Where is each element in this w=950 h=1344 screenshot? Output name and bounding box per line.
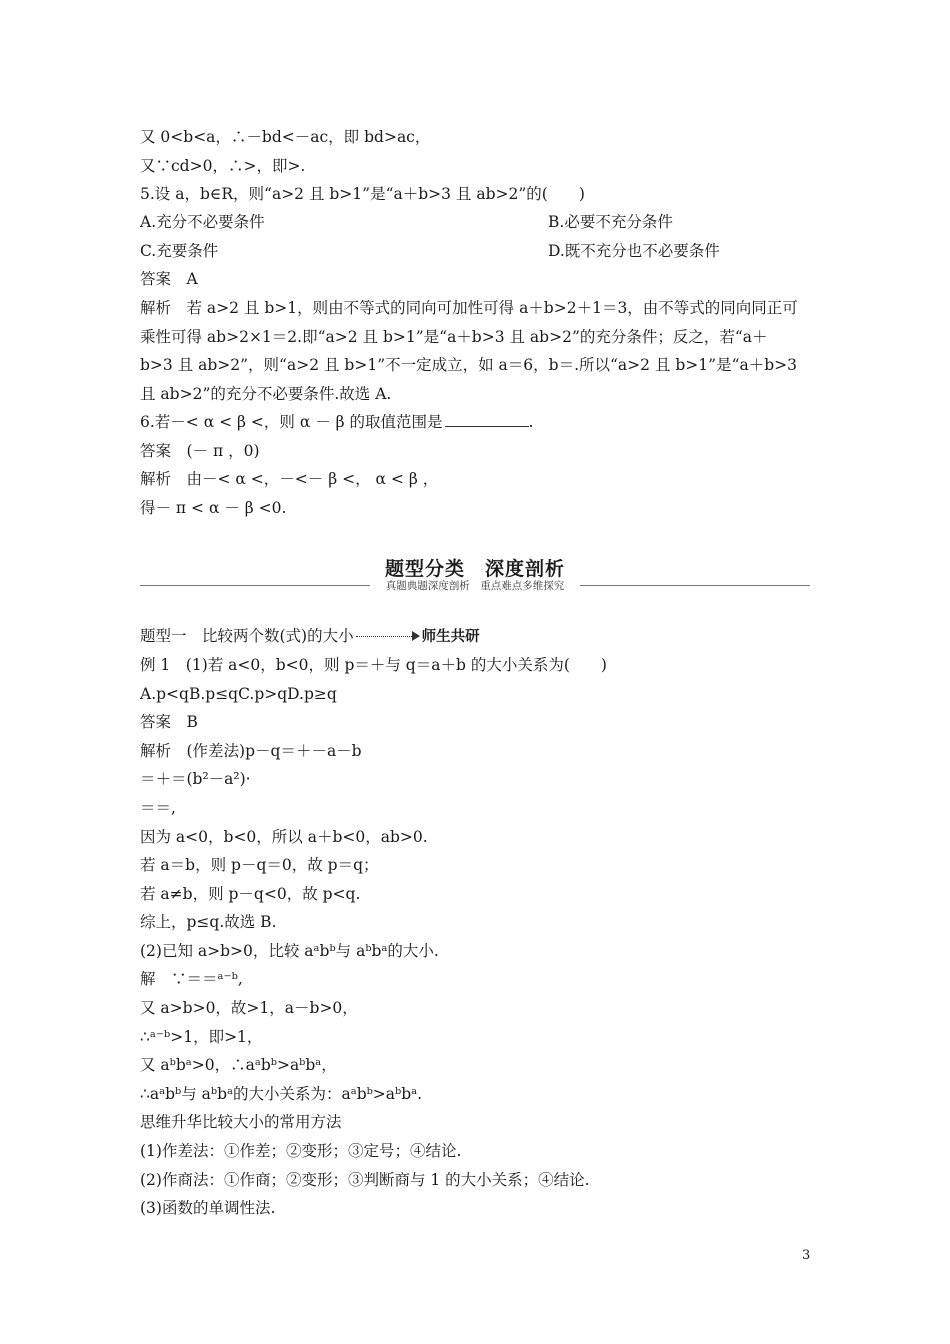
text-line: 又 0<b<a，∴－bd<－ac，即 bd>ac， xyxy=(140,128,431,146)
summary-item: (1)作差法：①作差；②变形；③定号；④结论. xyxy=(140,1142,462,1160)
section-title: 题型分类 深度剖析 xyxy=(384,558,565,580)
analysis-line: ＝＋＝(b²－a²)· xyxy=(140,770,251,788)
answer-line: 答案 A xyxy=(140,270,198,288)
analysis-line: 因为 a<0，b<0，所以 a＋b<0，ab>0. xyxy=(140,828,428,846)
option-row xyxy=(140,241,720,261)
summary-item: (2)作商法：①作商；②变形；③判断商与 1 的大小关系；④结论. xyxy=(140,1171,590,1189)
question-5-stem: 5.设 a，b∈R，则“a>2 且 b>1”是“a＋b>3 且 ab>2”的( ) xyxy=(140,185,585,203)
analysis-line: 若 a＝b，则 p－q＝0，故 p＝q； xyxy=(140,856,379,874)
summary-heading: 思维升华比较大小的常用方法 xyxy=(140,1113,342,1131)
analysis-line: ＝＝, xyxy=(140,799,176,817)
answer-line: 答案 B xyxy=(140,713,198,731)
solution-line: 又 aᵇbᵃ>0，∴aᵃbᵇ>aᵇbᵃ， xyxy=(140,1056,337,1074)
question-6-stem xyxy=(140,412,533,432)
analysis-line: 综上，p≤q.故选 B. xyxy=(140,913,277,931)
type-label: 题型一 比较两个数(式)的大小 xyxy=(140,627,354,645)
option-c: C.充要条件 xyxy=(140,242,219,260)
page-number: 3 xyxy=(802,1248,811,1263)
analysis-line: b>3 且 ab>2”，则“a>2 且 b>1”不一定成立，如 a＝6，b＝.所以“a>2 且 b>1”是“a＋b>3 xyxy=(140,356,798,374)
answer-line: 答案 (－ π ，0) xyxy=(140,442,260,460)
option-row xyxy=(140,212,673,232)
analysis-line: 解析 若 a>2 且 b>1，则由不等式的同向可加性可得 a＋b>2＋1＝3，由不等式的同向同正可 xyxy=(140,299,798,317)
analysis-line: 解析 由－< α <，－<－ β <， α < β ， xyxy=(140,470,439,488)
analysis-line: 且 ab>2”的充分不必要条件.故选 A. xyxy=(140,385,392,403)
options-line: A.p<qB.p≤qC.p>qD.p≥q xyxy=(140,685,337,703)
option-d: D.既不充分也不必要条件 xyxy=(548,242,720,260)
type-tag: 师生共研 xyxy=(421,629,480,645)
question-6-end: . xyxy=(528,413,534,431)
option-b: B.必要不充分条件 xyxy=(548,213,673,231)
analysis-line: 乘性可得 ab>2×1＝2.即“a>2 且 b>1”是“a＋b>3 且 ab>2”的充分条件；反之，若“a＋ xyxy=(140,328,768,346)
type-heading xyxy=(140,626,480,647)
answer-blank xyxy=(445,412,529,427)
option-a: A.充分不必要条件 xyxy=(140,213,265,231)
section-subtitle: 真题典题深度剖析 重点难点多维探究 xyxy=(0,578,950,593)
solution-line: ∴aᵃbᵇ与 aᵇbᵃ的大小关系为：aᵃbᵇ>aᵇbᵃ. xyxy=(140,1085,423,1103)
text-line: 又∵cd>0，∴>，即>. xyxy=(140,157,306,175)
arrow-right-icon xyxy=(356,631,420,643)
summary-item: (3)函数的单调性法. xyxy=(140,1199,276,1217)
example-stem: 例 1 (1)若 a<0，b<0，则 p＝＋与 q＝a＋b 的大小关系为( ) xyxy=(140,656,607,674)
solution-line: 解 ∵＝＝ᵃ⁻ᵇ, xyxy=(140,970,243,988)
question-6-text: 6.若－< α < β <，则 α － β 的取值范围是 xyxy=(140,413,443,431)
example-part-2: (2)已知 a>b>0，比较 aᵃbᵇ与 aᵇbᵃ的大小. xyxy=(140,942,439,960)
solution-line: ∴ᵃ⁻ᵇ>1，即>1， xyxy=(140,1028,263,1046)
analysis-line: 若 a≠b，则 p－q<0，故 p<q. xyxy=(140,885,361,903)
solution-line: 又 a>b>0，故>1，a－b>0， xyxy=(140,999,358,1017)
analysis-line: 得－ π < α － β <0. xyxy=(140,499,287,517)
analysis-line: 解析 (作差法)p－q＝＋－a－b xyxy=(140,742,362,760)
